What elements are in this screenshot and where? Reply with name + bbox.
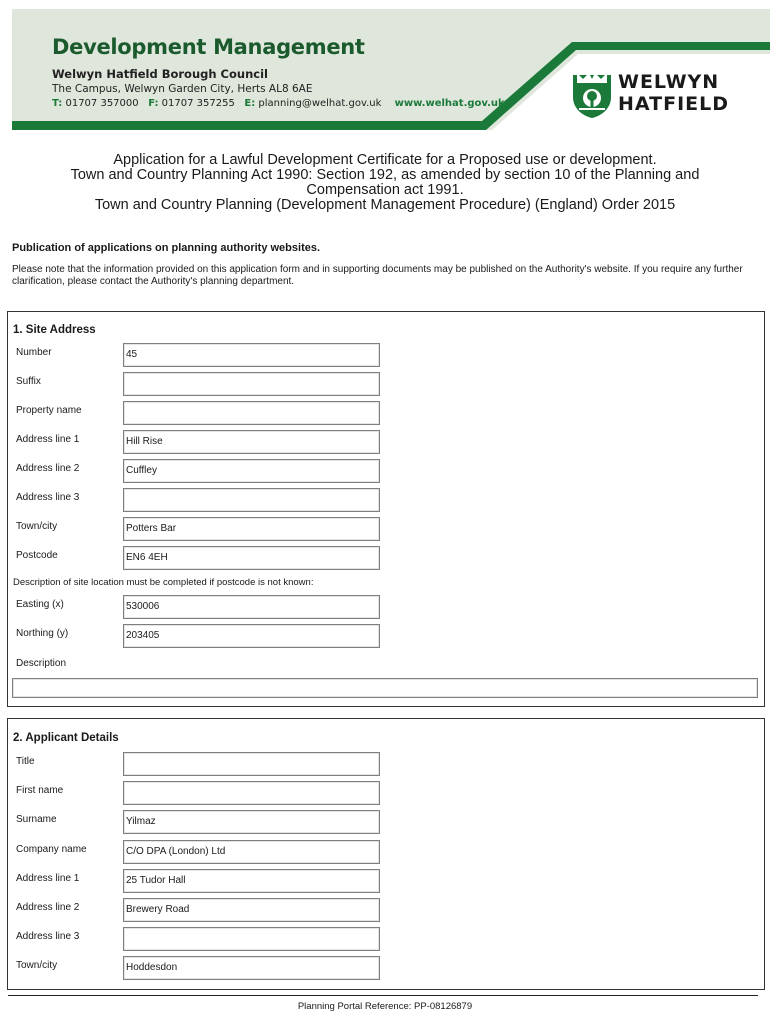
field-label-town-city: Town/city xyxy=(16,521,58,532)
applicant-address-line-2-field[interactable]: Brewery Road xyxy=(123,898,380,922)
field-label-title: Title xyxy=(16,756,35,767)
field-label-suffix: Suffix xyxy=(16,376,41,387)
site-address-section xyxy=(7,311,765,707)
field-label-applicant-address-line-3: Address line 3 xyxy=(16,931,80,942)
fax-key: F: xyxy=(148,98,159,109)
brand-welwyn: WELWYN xyxy=(618,71,720,93)
easting-field[interactable]: 530006 xyxy=(123,595,380,619)
section-title-applicant-details: 2. Applicant Details xyxy=(13,732,119,744)
field-label-applicant-address-line-2: Address line 2 xyxy=(16,902,80,913)
header-banner xyxy=(12,9,770,130)
surname-field[interactable]: Yilmaz xyxy=(123,810,380,834)
email-link[interactable]: planning@welhat.gov.uk xyxy=(258,98,382,109)
title-field[interactable] xyxy=(123,752,380,776)
address-line-3-field[interactable] xyxy=(123,488,380,512)
brand-hatfield: HATFIELD xyxy=(618,93,729,115)
address-line-1-field[interactable]: Hill Rise xyxy=(123,430,380,454)
postcode-field[interactable]: EN6 4EH xyxy=(123,546,380,570)
applicant-address-line-3-field[interactable] xyxy=(123,927,380,951)
address-line-2-field[interactable]: Cuffley xyxy=(123,459,380,483)
website-link[interactable]: www.welhat.gov.uk xyxy=(394,98,505,109)
heading-line-4: Town and Country Planning (Development Management Procedure) (England) Order 2015 xyxy=(94,197,676,213)
company-name-field[interactable]: C/O DPA (London) Ltd xyxy=(123,840,380,864)
description-field[interactable] xyxy=(12,678,758,698)
field-label-company-name: Company name xyxy=(16,844,87,855)
email-key: E: xyxy=(244,98,256,109)
applicant-details-section xyxy=(7,718,765,990)
field-label-address-line-1: Address line 1 xyxy=(16,434,80,445)
fax-value: 01707 357255 xyxy=(161,98,235,109)
field-label-address-line-3: Address line 3 xyxy=(16,492,80,503)
section-title-site-address: 1. Site Address xyxy=(13,324,96,336)
field-label-northing: Northing (y) xyxy=(16,628,69,639)
applicant-address-line-1-field[interactable]: 25 Tudor Hall xyxy=(123,869,380,893)
council-crest-icon xyxy=(571,71,613,119)
banner-title: Development Management xyxy=(52,35,365,59)
field-label-applicant-address-line-1: Address line 1 xyxy=(16,873,80,884)
field-label-address-line-2: Address line 2 xyxy=(16,463,80,474)
applicant-town-city-field[interactable]: Hoddesdon xyxy=(123,956,380,980)
tel-value: 01707 357000 xyxy=(65,98,139,109)
portal-reference: Planning Portal Reference: PP-08126879 xyxy=(297,1001,473,1012)
form-heading xyxy=(20,153,750,213)
field-label-easting: Easting (x) xyxy=(16,599,64,610)
field-label-surname: Surname xyxy=(16,814,57,825)
tel-key: T: xyxy=(52,98,63,109)
field-label-applicant-town-city: Town/city xyxy=(16,960,58,971)
council-address: The Campus, Welwyn Garden City, Herts AL8 6AE xyxy=(52,83,313,95)
field-label-postcode: Postcode xyxy=(16,550,58,561)
field-label-number: Number xyxy=(16,347,52,358)
heading-line-2: Town and Country Planning Act 1990: Section 192, as amended by section 10 of the Planning and xyxy=(70,167,700,183)
property-name-field[interactable] xyxy=(123,401,380,425)
council-contacts xyxy=(52,98,505,109)
council-name: Welwyn Hatfield Borough Council xyxy=(52,67,268,81)
number-field[interactable]: 45 xyxy=(123,343,380,367)
heading-line-1: Application for a Lawful Development Certificate for a Proposed use or development. xyxy=(113,152,657,168)
field-label-first-name: First name xyxy=(16,785,64,796)
footer-divider xyxy=(8,995,758,996)
suffix-field[interactable] xyxy=(123,372,380,396)
field-label-property-name: Property name xyxy=(16,405,82,416)
publication-note: Please note that the information provided on this application form and in supporting documents may be published on the Authority's website. If you require any further clarification, please contact the Authority's planning department. xyxy=(12,264,743,287)
town-city-field[interactable]: Potters Bar xyxy=(123,517,380,541)
northing-field[interactable]: 203405 xyxy=(123,624,380,648)
heading-line-3: Compensation act 1991. xyxy=(306,182,464,198)
first-name-field[interactable] xyxy=(123,781,380,805)
site-location-note: Description of site location must be completed if postcode is not known: xyxy=(13,577,314,588)
field-label-description: Description xyxy=(16,658,67,669)
publication-title: Publication of applications on planning authority websites. xyxy=(12,242,321,254)
